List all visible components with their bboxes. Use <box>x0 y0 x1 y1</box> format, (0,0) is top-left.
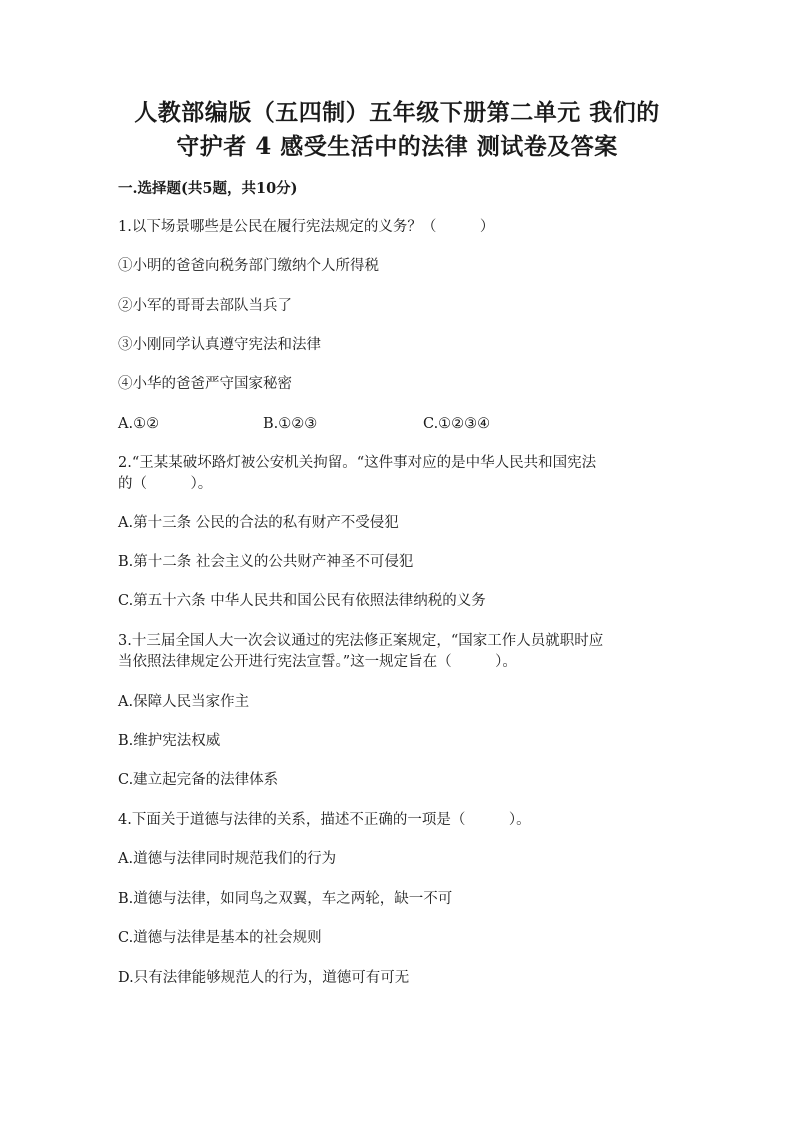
question-3-option-b: B.维护宪法权威 <box>118 733 221 749</box>
question-1-statement-3: ③小刚同学认真遵守宪法和法律 <box>118 337 321 353</box>
section-heading: 一.选择题(共5题，共10分) <box>118 180 298 197</box>
question-3-option-a: A.保障人民当家作主 <box>118 694 250 710</box>
question-4-option-b: B.道德与法律，如同鸟之双翼，车之两轮，缺一不可 <box>118 891 453 907</box>
question-3-option-c: C.建立起完备的法律体系 <box>118 772 279 788</box>
question-2-stem-line-1: 2.“王某某破坏路灯被公安机关拘留。“这件事对应的是中华人民共和国宪法 <box>118 455 597 471</box>
question-1-stem: 1.以下场景哪些是公民在履行宪法规定的义务？（ ） <box>118 219 495 235</box>
question-1-statement-4: ④小华的爸爸严守国家秘密 <box>118 376 292 392</box>
question-4-stem: 4.下面关于道德与法律的关系，描述不正确的一项是（ ）。 <box>118 812 531 828</box>
title-line-1: 人教部编版（五四制）五年级下册第二单元 我们的 <box>134 99 660 126</box>
question-1-option-c: C.①②③④ <box>423 416 491 432</box>
question-4-option-a: A.道德与法律同时规范我们的行为 <box>118 851 337 867</box>
question-4-option-c: C.道德与法律是基本的社会规则 <box>118 930 322 946</box>
question-1-statement-1: ①小明的爸爸向税务部门缴纳个人所得税 <box>118 258 379 274</box>
title-line-2: 守护者 4 感受生活中的法律 测试卷及答案 <box>176 133 618 160</box>
question-2-stem-line-2: 的（ ）。 <box>118 476 213 492</box>
question-1-statement-2: ②小军的哥哥去部队当兵了 <box>118 298 292 314</box>
question-2-option-b: B.第十二条 社会主义的公共财产神圣不可侵犯 <box>118 554 414 570</box>
question-4-option-d: D.只有法律能够规范人的行为，道德可有可无 <box>118 970 410 986</box>
question-2-option-c: C.第五十六条 中华人民共和国公民有依照法律纳税的义务 <box>118 593 486 609</box>
question-3-stem-line-2: 当依照法律规定公开进行宪法宣誓。”这一规定旨在（ ）。 <box>118 654 517 670</box>
question-1-option-b: B.①②③ <box>263 416 318 432</box>
question-1-option-a: A.①② <box>118 416 160 432</box>
document-title <box>60 96 734 164</box>
question-3-stem-line-1: 3.十三届全国人大一次会议通过的宪法修正案规定，“国家工作人员就职时应 <box>118 633 604 649</box>
question-2-option-a: A.第十三条 公民的合法的私有财产不受侵犯 <box>118 515 399 531</box>
